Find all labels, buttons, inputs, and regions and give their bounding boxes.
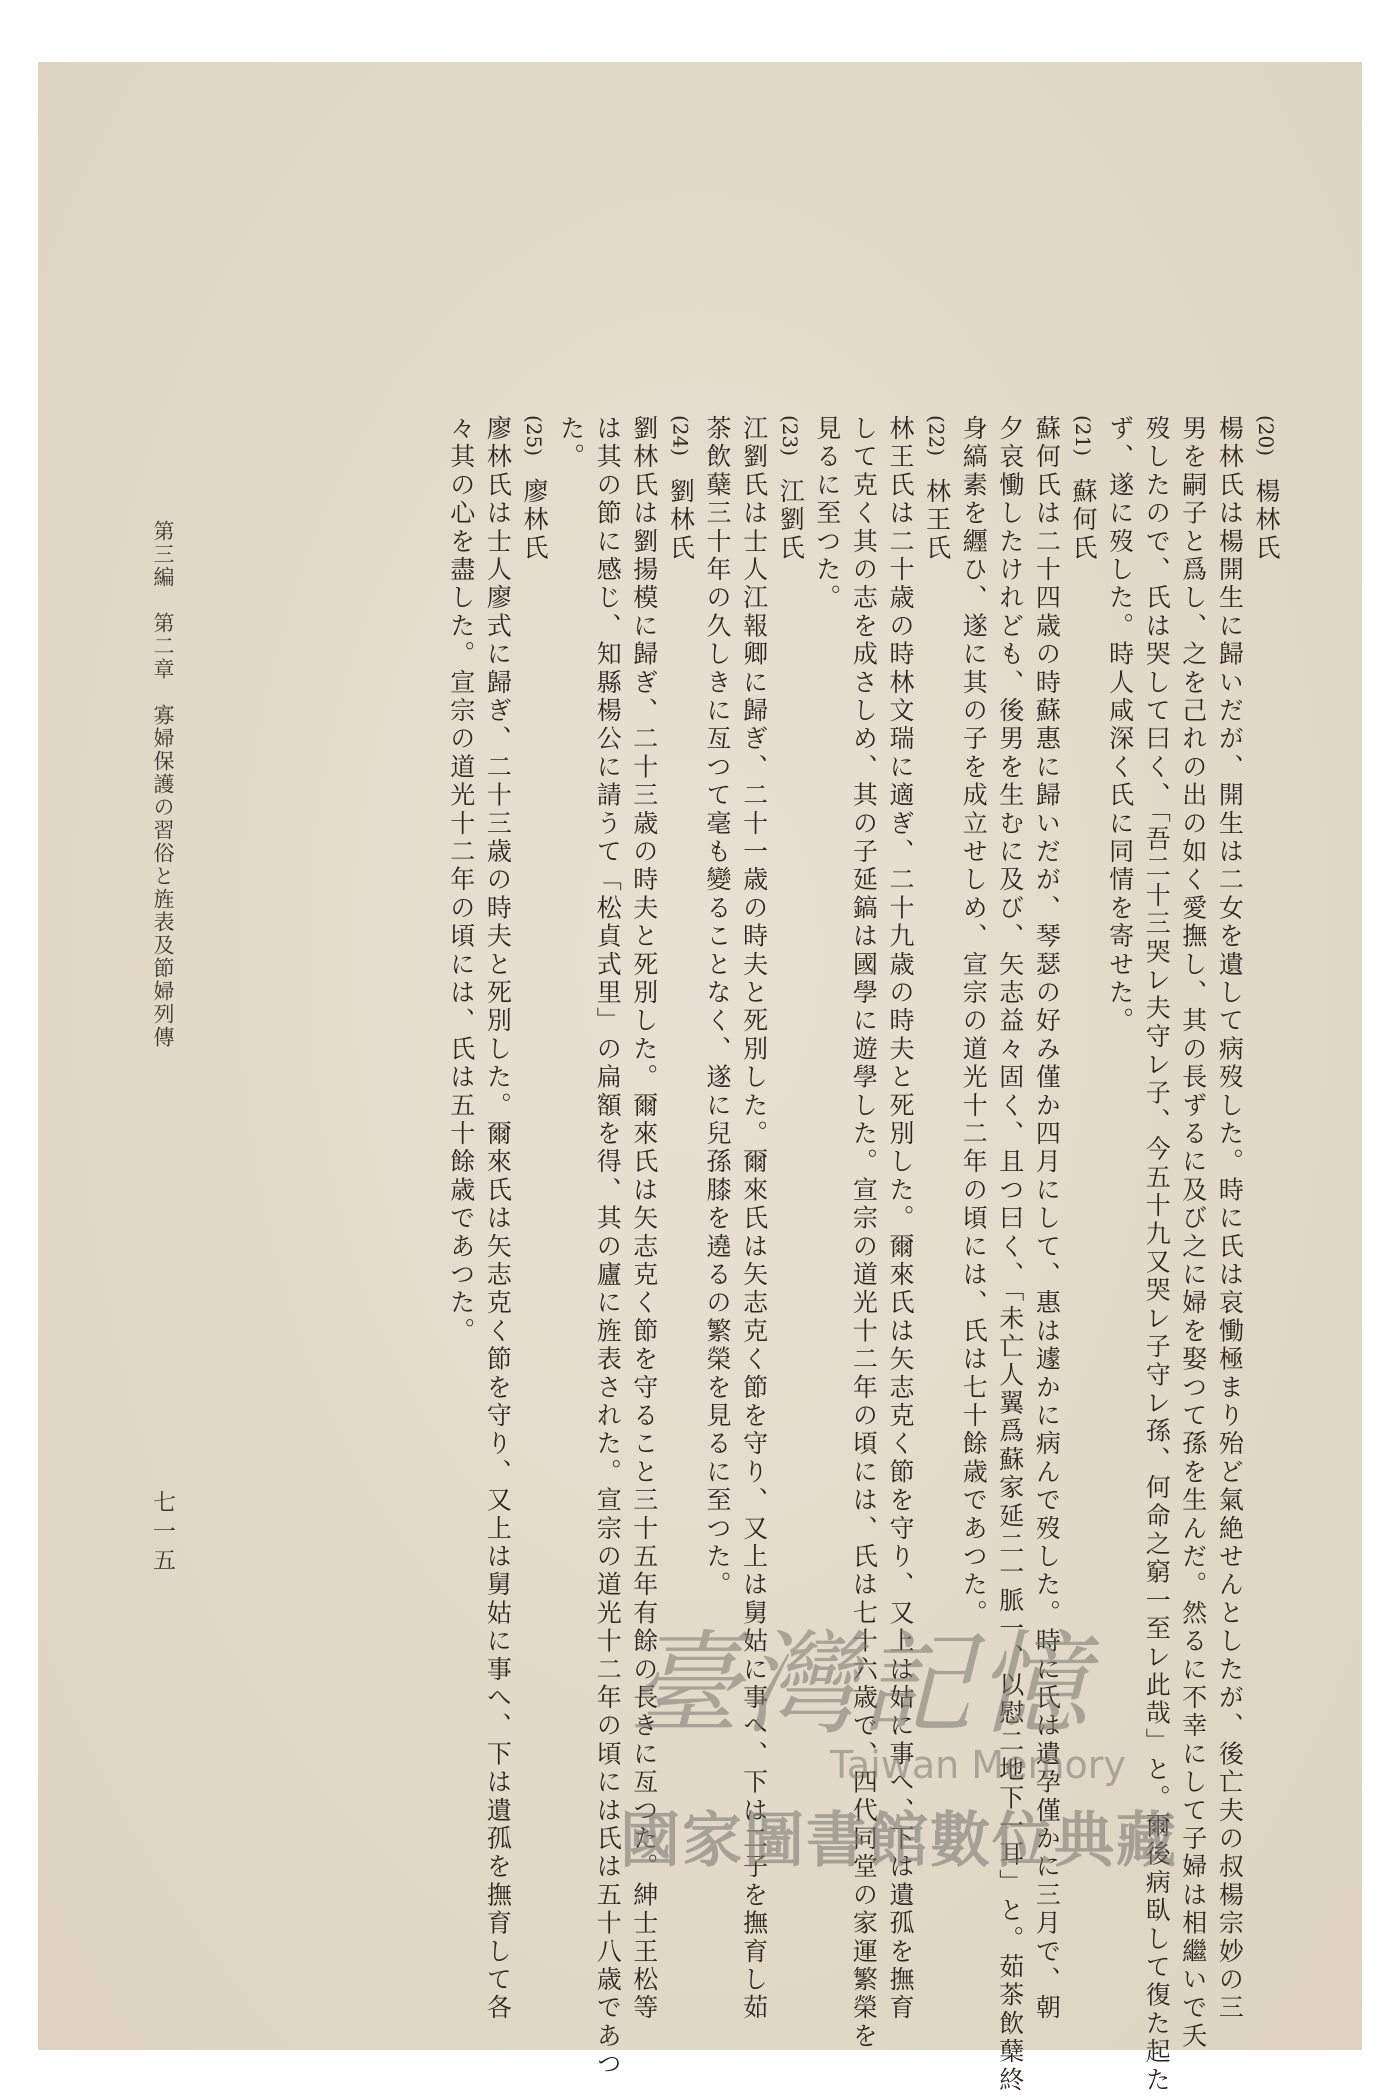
running-footer: 第三編 第二章 寡婦保護の習俗と旌表及節婦列傳 <box>151 520 175 1049</box>
entry-heading <box>917 415 957 563</box>
text-column: は其の節に感じ、知縣楊公に請うて「松貞式里」の扁額を得、其の廬に旌表された。宣宗の道光十二年の頃には氏は五十八歳であつ <box>593 415 623 2079</box>
watermark-title: 臺灣記憶 <box>628 1620 1092 1750</box>
entry-title: 劉林氏 <box>666 478 696 563</box>
entry-number: (22) <box>924 415 949 457</box>
text-column: 見るに至つた。 <box>812 415 842 613</box>
text-column: ず、遂に歿した。時人咸深く氏に同情を寄せた。 <box>1105 415 1135 1036</box>
entry-title: 楊林氏 <box>1252 478 1281 563</box>
watermark-subtitle: Taiwan Memory <box>830 1743 1126 1787</box>
text-column: た。 <box>556 415 586 472</box>
entry-number: (25) <box>522 415 546 457</box>
text-column: 江劉氏は士人江報卿に歸ぎ、二十一歳の時夫と死別した。爾來氏は矢志克く節を守り、又上は舅姑に事へ、下は二子を撫育し茹 <box>739 415 769 2023</box>
entry-title: 江劉氏 <box>776 478 806 563</box>
entry-number: (23) <box>778 415 803 457</box>
watermark-library: 國家圖書館數位典藏 <box>620 1806 1178 1876</box>
text-column: 廖林氏は士人廖式に歸ぎ、二十三歳の時夫と死別した。爾來氏は矢志克く節を守り、又上は舅姑に事へ、下は遺孤を撫育して各 <box>483 415 513 2023</box>
entry-number: (20) <box>1254 415 1278 457</box>
text-column: 男を嗣子と爲し、之を己れの出の如く愛撫し、其の長ずるに及び之に婦を娶つて孫を生んだ。然るに不幸にして子婦は相繼いで夭 <box>1178 415 1208 2051</box>
text-column: 林王氏は二十歳の時林文瑞に適ぎ、二十九歳の時夫と死別した。爾來氏は矢志克く節を守り、又上は姑に事へ、下は遺孤を撫育 <box>886 415 915 2023</box>
text-column: 楊林氏は楊開生に歸いだが、開生は二女を遺して病歿した。時に氏は哀慟極まり殆ど氣絶せんとしたが、後亡夫の叔楊宗妙の三 <box>1215 415 1245 2023</box>
text-column: 々其の心を盡した。宣宗の道光十二年の頃には、氏は五十餘歳であつた。 <box>446 415 476 1346</box>
entry-heading <box>514 415 554 563</box>
text-column: 蘇何氏は二十四歳の時蘇惠に歸いだが、琴瑟の好み僅か四月にして、惠は遽かに病んで歿した。時に氏は遺孕僅かに三月で、朝 <box>1032 415 1062 2023</box>
entry-heading <box>660 415 700 563</box>
text-column: 身縞素を纒ひ、遂に其の子を成立せしめ、宣宗の道光十二年の頃には、氏は七十餘歳であつた。 <box>959 415 989 1628</box>
text-column: 劉林氏は劉揚模に歸ぎ、二十三歳の時夫と死別した。爾來氏は矢志克く節を守ること三十五年有餘の長きに亙つた。紳士王松等 <box>629 415 659 2023</box>
entry-heading <box>770 415 810 563</box>
entry-title: 廖林氏 <box>520 478 549 563</box>
entry-number: (21) <box>1071 415 1095 457</box>
page-number: 七一五 <box>149 1490 175 1577</box>
entry-title: 蘇何氏 <box>1069 478 1098 563</box>
entry-heading <box>1246 415 1286 563</box>
entry-title: 林王氏 <box>922 478 952 563</box>
text-column: 歿したので、氏は哭して曰く、「吾二十三哭レ夫守レ子、今五十九又哭レ子守レ孫、何命之窮一至レ此哉」と。爾後病臥して復た起た <box>1142 415 1172 2095</box>
text-column: 茶飲蘖三十年の久しきに亙つて毫も變ることなく、遂に兒孫膝を遶るの繁榮を見るに至つた。 <box>703 415 732 1600</box>
text-column: して克く其の志を成さしめ、其の子延鎬は國學に遊學した。宣宗の道光十二年の頃には、氏は七十六歳で、四代同堂の家運繁榮を <box>849 415 879 2051</box>
entry-heading <box>1063 415 1103 563</box>
text-column: 夕哀慟したけれども、後男を生むに及び、矢志益々固く、且つ曰く、「未亡人翼爲蘇家延二一脈一、以慰二地下一耳」と。茹茶飲蘖終 <box>995 415 1025 2095</box>
entry-number: (24) <box>668 415 693 457</box>
